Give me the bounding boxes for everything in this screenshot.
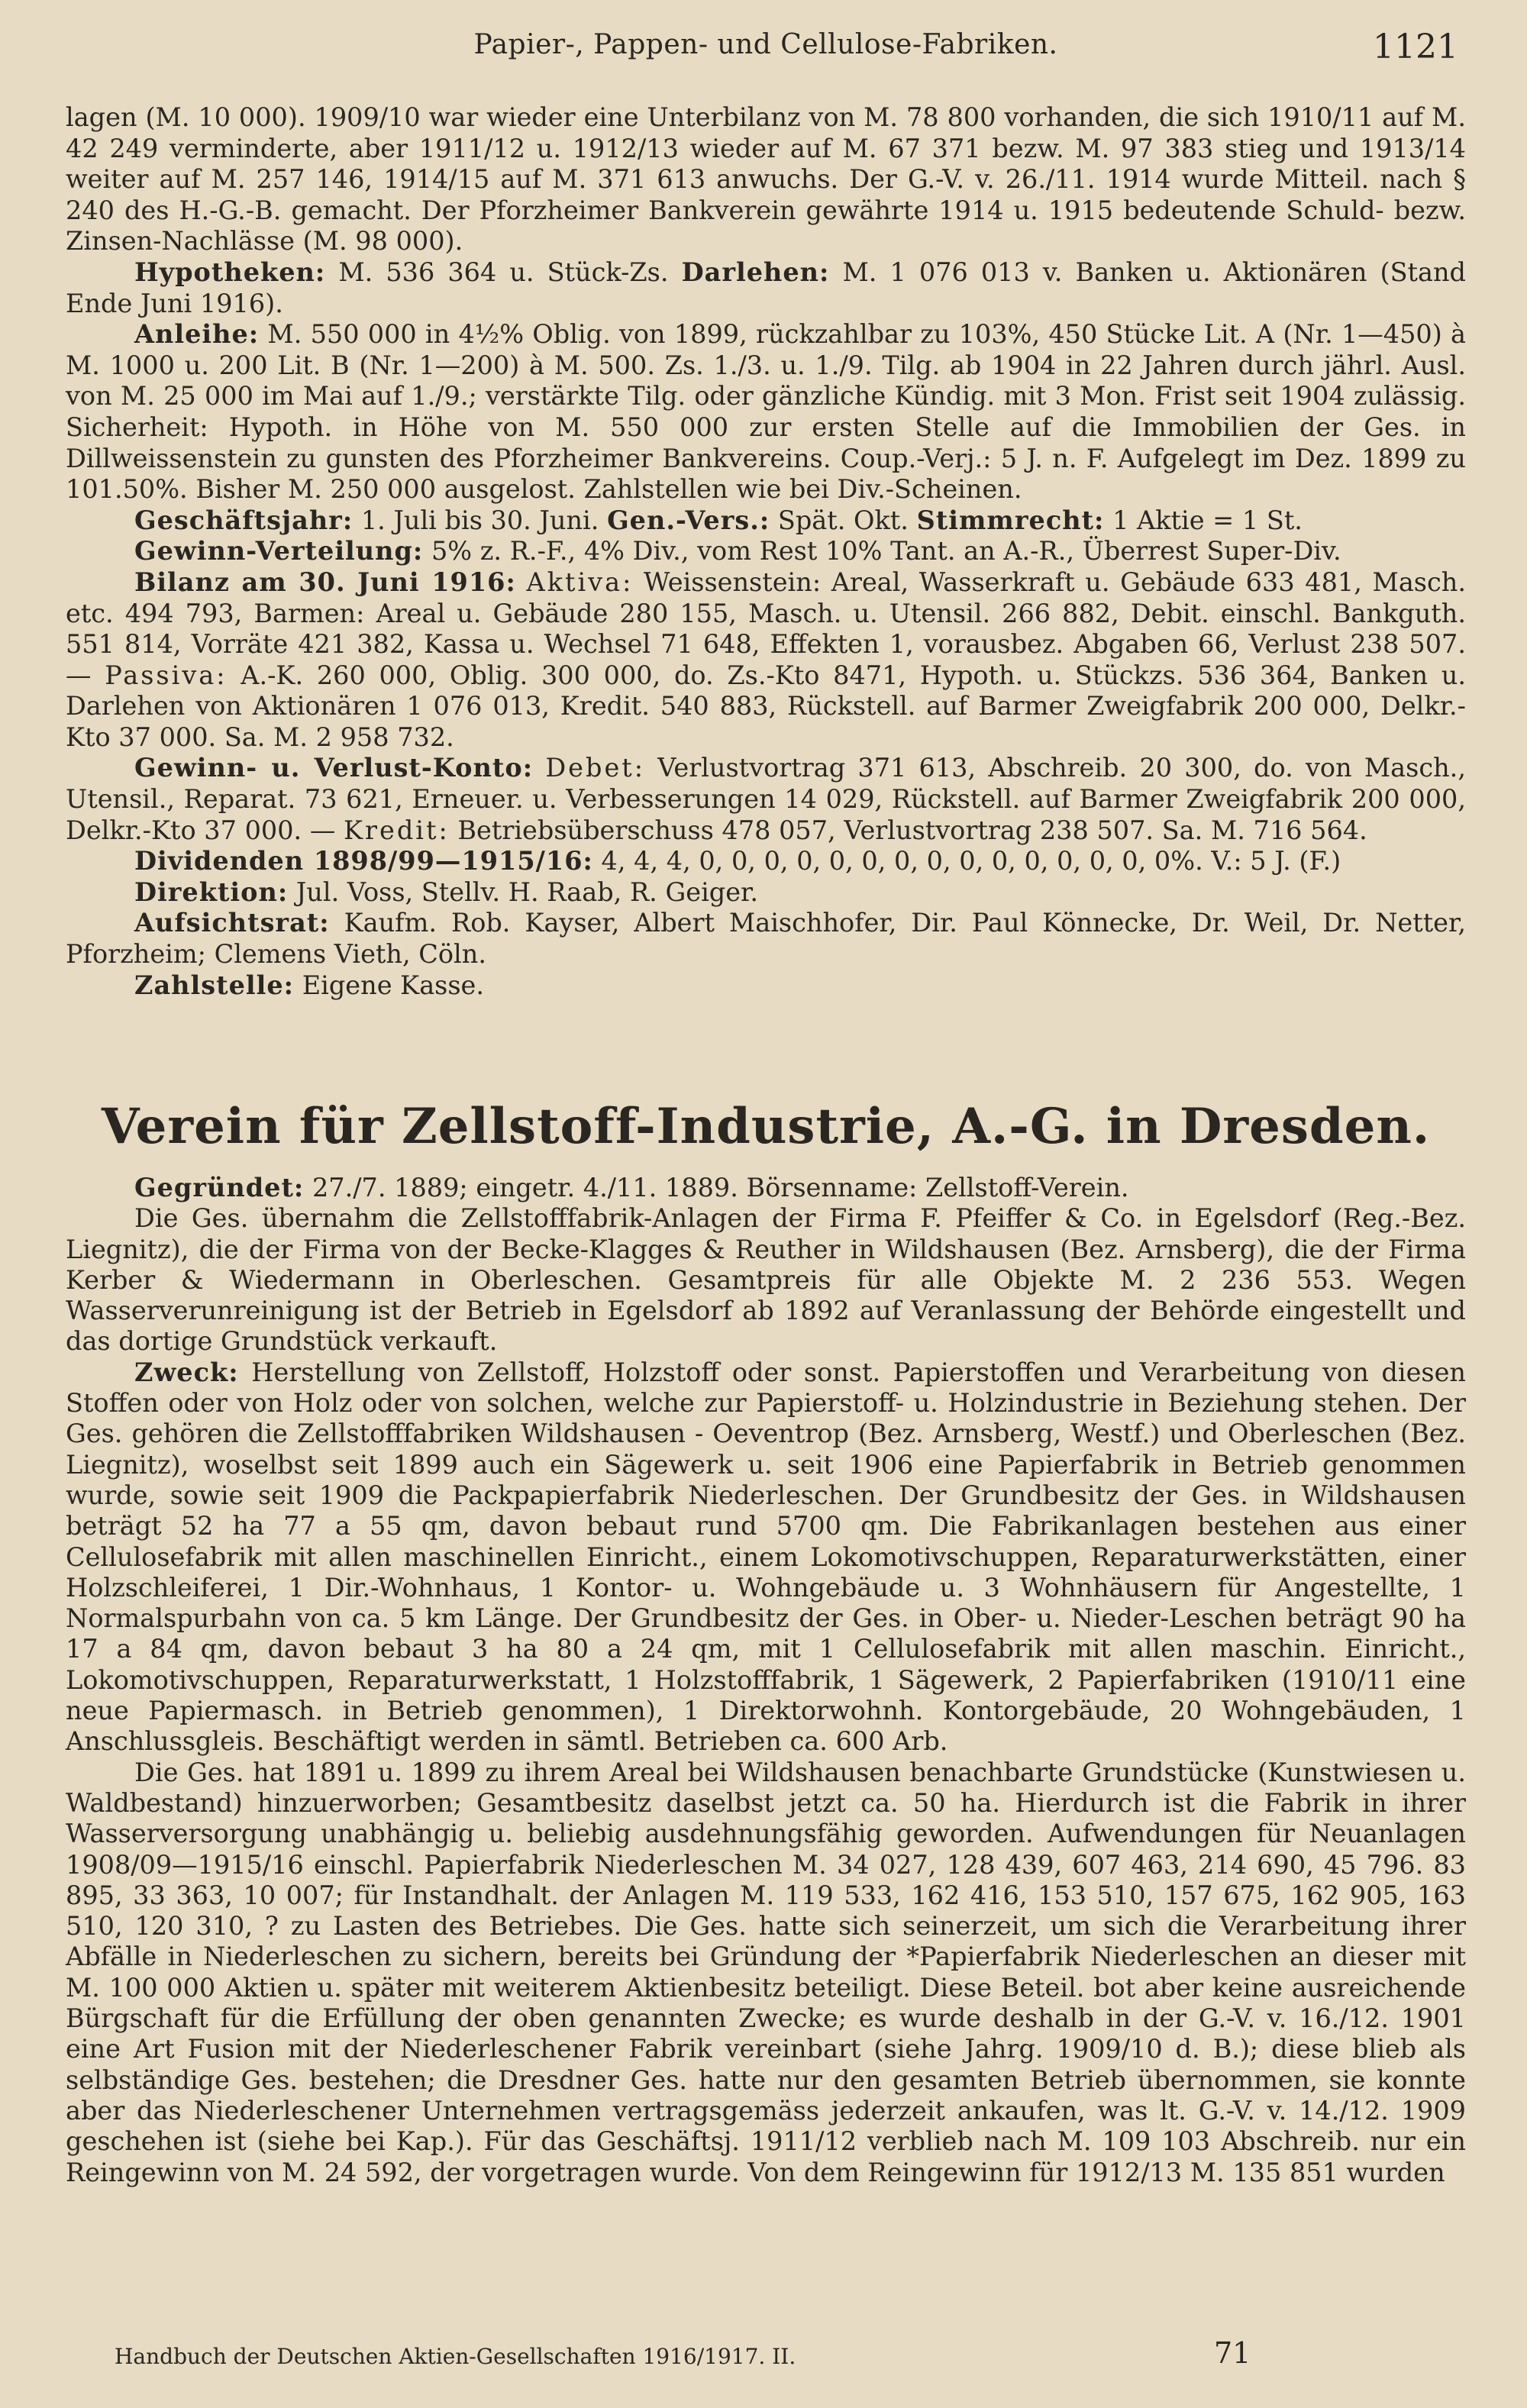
anleihe-label: Anleihe:: [134, 319, 260, 350]
anleihe-text: M. 550 000 in 4½% Oblig. von 1899, rückzahlbar zu 103%, 450 Stücke Lit. A (Nr. 1—450) à M. 1000 u. 200 Lit. B (Nr. 1—200) à M. 500. Zs. 1./3. u. 1./9. Tilg. ab 1904 in 22 Jahren durch jährl. Ausl. von M. 25 000 im Mai auf 1./9.; verstärkte Tilg. oder gänzliche Kündig. mit 3 Mon. Frist seit 1904 zulässig. Sicherheit: Hypoth. in Höhe von M. 550 000 zur ersten Stelle auf die Immobilien der Ges. in Dillweissenstein zu gunsten des Pforzheimer Bankvereins. Coup.-Verj.: 5 J. n. F. Aufgelegt im Dez. 1899 zu 101.50%. Bisher M. 250 000 ausgelost. Zahlstellen wie bei Div.-Scheinen.: [66, 319, 1466, 505]
dividenden-text: 4, 4, 4, 0, 0, 0, 0, 0, 0, 0, 0, 0, 0, 0, 0, 0, 0, 0%. V.: 5 J. (F.): [601, 846, 1341, 876]
genvers-text: Spät. Okt.: [777, 505, 909, 535]
zweck-paragraph: [66, 1357, 1466, 1758]
company-entry-continued: [66, 102, 1466, 1001]
guv-debet-text: Verlustvortrag 371 613, Abschreib. 20 300, do. von Masch., Utensil., Reparat. 73 621, Erneuer. u. Verbesserungen 14 029, Rückstell. auf Barmer Zweigfabrik 200 000, Delkr.-Kto 37 000. —: [66, 753, 1466, 845]
property-paragraph: Die Ges. hat 1891 u. 1899 zu ihrem Areal bei Wildshausen benachbarte Grundstücke (Kunstwiesen u. Waldbestand) hinzuerworben; Gesamtbesitz daselbst jetzt ca. 50 ha. Hierdurch ist die Fabrik in ihrer Wasserversorgung unabhängig u. beliebig ausdehnungsfähig geworden. Aufwendungen für Neuanlagen 1908/09—1915/16 einschl. Papierfabrik Niederleschen M. 34 027, 128 439, 607 463, 214 690, 45 796. 83 895, 33 363, 10 007; für Instandhalt. der Anlagen M. 119 533, 162 416, 153 510, 157 675, 162 905, 163 510, 120 310, ? zu Lasten des Betriebes. Die Ges. hatte sich seinerzeit, um sich die Verarbeitung ihrer Abfälle in Niederleschen zu sichern, bereits bei Gründung der *Papierfabrik Niederleschen an dieser mit M. 100 000 Aktien u. später mit weiterem Aktienbesitz beteiligt. Diese Beteil. bot aber keine ausreichende Bürgschaft für die Erfüllung der oben genannten Zwecke; es wurde deshalb in der G.-V. v. 16./12. 1901 eine Art Fusion mit der Niederleschener Fabrik vereinbart (siehe Jahrg. 1909/10 d. B.); diese blieb als selbständige Ges. bestehen; die Dresdner Ges. hatte nur den gesamten Betrieb übernommen, sie konnte aber das Niederleschener Unternehmen vertragsgemäss jederzeit ankaufen, was lt. G.-V. v. 14./12. 1909 geschehen ist (siehe bei Kap.). Für das Geschäftsj. 1911/12 verblieb nach M. 109 103 Abschreib. nur ein Reingewinn von M. 24 592, der vorgetragen wurde. Von dem Reingewinn für 1912/13 M. 135 851 wurden: [66, 1757, 1466, 2187]
geschaeftsjahr-text: 1. Juli bis 30. Juni.: [360, 505, 599, 535]
book-title: Handbuch der Deutschen Aktien-Gesellschaften 1916/1917. II.: [115, 2344, 796, 2369]
aufsichtsrat-label: Aufsichtsrat:: [134, 908, 330, 938]
genvers-label: Gen.-Vers.:: [607, 505, 770, 535]
gegruendet-label: Gegründet:: [134, 1173, 305, 1202]
signature-mark: 71: [1214, 2336, 1251, 2370]
intro-paragraph: lagen (M. 10 000). 1909/10 war wieder eine Unterbilanz von M. 78 800 vorhanden, die sich 1910/11 auf M. 42 249 verminderte, aber 1911/12 u. 1912/13 wieder auf M. 67 371 bezw. M. 97 383 stieg und 1913/14 weiter auf M. 257 146, 1914/15 auf M. 371 613 anwuchs. Der G.-V. v. 26./11. 1914 wurde Mitteil. nach § 240 des H.-G.-B. gemacht. Der Pforzheimer Bankverein gewährte 1914 u. 1915 bedeutende Schuld- bezw. Zinsen-Nachlässe (M. 98 000).: [66, 102, 1466, 257]
bilanz-paragraph: [66, 567, 1466, 754]
darlehen-text: M. 1 076 013 v. Banken u. Aktionären (Stand Ende Juni 1916).: [66, 257, 1466, 318]
page-number: 1121: [1373, 27, 1458, 66]
history-paragraph: Die Ges. übernahm die Zellstofffabrik-Anlagen der Firma F. Pfeiffer & Co. in Egelsdorf (Reg.-Bez. Liegnitz), die der Firma von der Becke-Klagges & Reuther in Wildshausen (Bez. Arnsberg), die der Firma Kerber & Wiedermann in Oberleschen. Gesamtpreis für alle Objekte M. 2 236 553. Wegen Wasserverunreinigung ist der Betrieb in Egelsdorf ab 1892 auf Veranlassung der Behörde eingestellt und das dortige Grundstück verkauft.: [66, 1203, 1466, 1357]
kredit-label: Kredit:: [343, 815, 450, 845]
anleihe-paragraph: [66, 319, 1466, 505]
zahlstelle-label: Zahlstelle:: [134, 970, 295, 1000]
guv-kredit-text: Betriebsüberschuss 478 057, Verlustvortrag 238 507. Sa. M. 716 564.: [457, 815, 1367, 845]
stimmrecht-text: 1 Aktie = 1 St.: [1112, 505, 1303, 535]
aufsichtsrat-text: Kaufm. Rob. Kayser, Albert Maischhofer, Dir. Paul Könnecke, Dr. Weil, Dr. Netter, Pforzheim; Clemens Vieth, Cöln.: [66, 908, 1466, 970]
gegruendet-paragraph: [66, 1173, 1466, 1203]
aufsichtsrat-paragraph: [66, 908, 1466, 970]
bilanz-label: Bilanz am 30. Juni 1916:: [134, 566, 516, 597]
gegruendet-text: 27./7. 1889; eingetr. 4./11. 1889. Börsenname: Zellstoff-Verein.: [312, 1173, 1129, 1202]
guv-label: Gewinn- u. Verlust-Konto:: [134, 753, 534, 783]
running-title: Papier-, Pappen- und Cellulose-Fabriken.: [473, 29, 1058, 60]
geschaeftsjahr-paragraph: [66, 505, 1466, 537]
hypotheken-label: Hypotheken:: [134, 257, 326, 287]
guv-paragraph: [66, 753, 1466, 846]
dividenden-label: Dividenden 1898/99—1915/16:: [134, 846, 593, 876]
hypotheken-text: M. 536 364 u. Stück-Zs.: [338, 257, 669, 287]
direktion-paragraph: [66, 877, 1466, 909]
aktiva-label: Aktiva:: [526, 566, 634, 597]
bilanz-aktiva-text: Weissenstein: Areal, Wasserkraft u. Gebäude 633 481, Masch. etc. 494 793, Barmen: Areal u. Gebäude 280 155, Masch. u. Utensil. 266 882, Debit. einschl. Bankguth. 551 814, Vorräte 421 382, Kassa u. Wechsel 71 648, Effekten 1, vorausbez. Abgaben 66, Verlust 238 507. —: [66, 566, 1466, 690]
darlehen-label: Darlehen:: [681, 257, 830, 287]
direktion-label: Direktion:: [134, 876, 289, 907]
company-heading: Verein für Zellstoff-Industrie, A.-G. in Dresden.: [101, 1098, 1431, 1155]
gewinnverteilung-label: Gewinn-Verteilung:: [134, 536, 424, 566]
geschaeftsjahr-label: Geschäftsjahr:: [134, 505, 354, 535]
bilanz-passiva-text: A.-K. 260 000, Oblig. 300 000, do. Zs.-Kto 8471, Hypoth. u. Stückzs. 536 364, Banken u. Darlehen von Aktionären 1 076 013, Kredit. 540 883, Rückstell. auf Barmer Zweigfabrik 200 000, Delkr.-Kto 37 000. Sa. M. 2 958 732.: [66, 660, 1466, 752]
dividenden-paragraph: [66, 846, 1466, 877]
zweck-text: Herstellung von Zellstoff, Holzstoff oder sonst. Papierstoffen und Verarbeitung von diesen Stoffen oder von Holz oder von solchen, welche zur Papierstoff- u. Holzindustrie in Beziehung stehen. Der Ges. gehören die Zellstofffabriken Wildshausen - Oeventrop (Bez. Arnsberg, Westf.) und Oberleschen (Bez. Liegnitz), woselbst seit 1899 auch ein Sägewerk u. seit 1906 eine Papierfabrik in Betrieb genommen wurde, sowie seit 1909 die Packpapierfabrik Niederleschen. Der Grundbesitz der Ges. in Wildshausen beträgt 52 ha 77 a 55 qm, davon bebaut rund 5700 qm. Die Fabrikanlagen bestehen aus einer Cellulosefabrik mit allen maschinellen Einricht., einem Lokomotivschuppen, Reparaturwerkstätten, einer Holzschleiferei, 1 Dir.-Wohnhaus, 1 Kontor- u. Wohngebäude u. 3 Wohnhäusern für Angestellte, 1 Normalspurbahn von ca. 5 km Länge. Der Grundbesitz der Ges. in Ober- u. Nieder-Leschen beträgt 90 ha 17 a 84 qm, davon bebaut 3 ha 80 a 24 qm, mit 1 Cellulosefabrik mit allen maschin. Einricht., Lokomotivschuppen, Reparaturwerkstatt, 1 Holzstofffabrik, 1 Sägewerk, 2 Papierfabriken (1910/11 eine neue Papiermasch. in Betrieb genommen), 1 Direktorwohnh. Kontorgebäude, 20 Wohngebäuden, 1 Anschlussgleis. Beschäftigt werden in sämtl. Betrieben ca. 600 Arb.: [66, 1357, 1466, 1757]
zahlstelle-text: Eigene Kasse.: [302, 970, 485, 1000]
gewinnverteilung-paragraph: [66, 536, 1466, 567]
hypotheken-paragraph: [66, 257, 1466, 319]
page-header: [66, 29, 1466, 75]
direktion-text: Jul. Voss, Stellv. H. Raab, R. Geiger.: [295, 876, 759, 907]
zweck-label: Zweck:: [134, 1357, 239, 1387]
debet-label: Debet:: [545, 753, 646, 783]
stimmrecht-label: Stimmrecht:: [916, 505, 1105, 535]
zahlstelle-paragraph: [66, 970, 1466, 1002]
passiva-label: Passiva:: [105, 660, 228, 690]
gewinnverteilung-text: 5% z. R.-F., 4% Div., vom Rest 10% Tant. an A.-R., Überrest Super-Div.: [431, 536, 1341, 566]
company-entry: [66, 1173, 1466, 2188]
